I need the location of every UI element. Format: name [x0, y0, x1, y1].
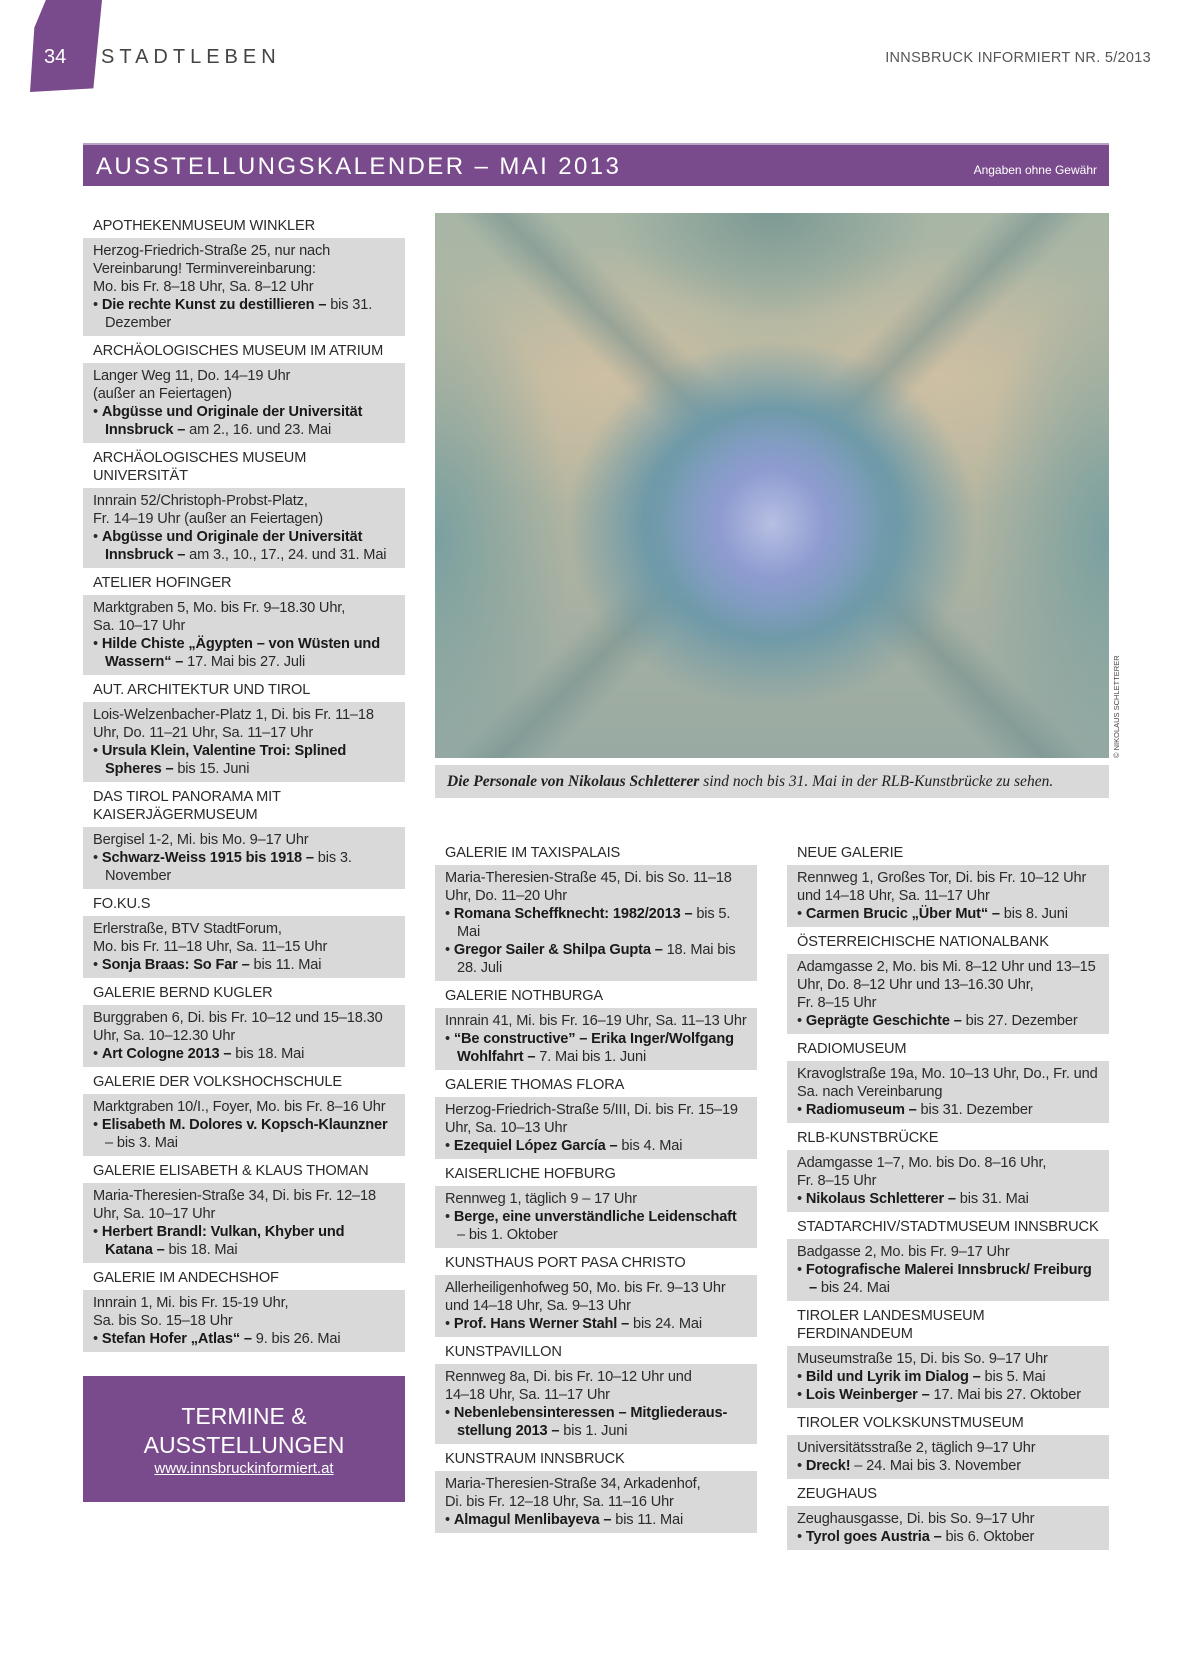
venue-title: GALERIE ELISABETH & KLAUS THOMAN: [93, 1163, 369, 1179]
venue-details: [83, 1290, 405, 1352]
venue-info: Kravoglstraße 19a, Mo. 10–13 Uhr, Do., Fr. und Sa. nach Vereinbarung: [797, 1066, 1098, 1100]
exhibition-item: • Prof. Hans Werner Stahl – bis 24. Mai: [445, 1316, 702, 1332]
venue-details: [83, 238, 405, 336]
exhibition-title: Tyrol goes Austria –: [805, 1529, 942, 1545]
artwork-image: [435, 213, 1109, 758]
venue-info: Marktgraben 10/I., Foyer, Mo. bis Fr. 8–16 Uhr: [93, 1099, 386, 1115]
venue-details: [83, 1005, 405, 1067]
exhibition-dates: bis 27. Dezember: [961, 1013, 1078, 1029]
venue-title: KUNSTHAUS PORT PASA CHRISTO: [445, 1255, 686, 1271]
venue-title: GALERIE IM TAXISPALAIS: [445, 845, 621, 861]
venue-details: [83, 1183, 405, 1263]
exhibition-item: • Almagul Menlibayeva – bis 11. Mai: [445, 1512, 684, 1528]
calendar-banner: [83, 143, 1109, 186]
column-middle: [435, 840, 757, 1535]
venue-info: Erlerstraße, BTV StadtForum,: [93, 921, 282, 937]
exhibition-title: Abgüsse und Originale der Universität Innsbruck –: [101, 404, 363, 438]
venue-info: Mo. bis Fr. 11–18 Uhr, Sa. 11–15 Uhr: [93, 939, 328, 955]
exhibition-title: Elisabeth M. Dolores v. Kopsch-Klaunzner: [101, 1117, 388, 1133]
exhibition-item: • Art Cologne 2013 – bis 18. Mai: [93, 1046, 305, 1062]
venue-title: ZEUGHAUS: [797, 1486, 877, 1502]
exhibition-title: Prof. Hans Werner Stahl –: [453, 1316, 630, 1332]
exhibition-item: • Geprägte Geschichte – bis 27. Dezember: [797, 1013, 1078, 1029]
venue-info: Rennweg 8a, Di. bis Fr. 10–12 Uhr und: [445, 1369, 692, 1385]
exhibition-dates: bis 31. Dezember: [916, 1102, 1033, 1118]
venue-details: [787, 1150, 1109, 1212]
exhibition-item: • Berge, eine unverständliche Leidenschaft – bis 1. Oktober: [445, 1209, 737, 1243]
exhibition-dates: bis 11. Mai: [249, 957, 322, 973]
exhibition-title: Stefan Hofer „Atlas“ –: [101, 1331, 252, 1347]
exhibition-title: Abgüsse und Originale der Universität Innsbruck –: [101, 529, 363, 563]
venue-info: Fr. 8–15 Uhr: [797, 995, 877, 1011]
exhibition-item: • Dreck! – 24. Mai bis 3. November: [797, 1458, 1021, 1474]
exhibition-item: • Gregor Sailer & Shilpa Gupta – 18. Mai bis 28. Juli: [445, 942, 736, 976]
exhibition-dates: bis 1. Juni: [559, 1423, 628, 1439]
venue-details: [787, 1239, 1109, 1301]
venue-info: Sa. bis So. 15–18 Uhr: [93, 1313, 233, 1329]
venue-details: [787, 954, 1109, 1034]
column-left-entries: [83, 213, 405, 1352]
exhibition-dates: am 2., 16. und 23. Mai: [185, 422, 332, 438]
exhibition-dates: bis 24. Mai: [816, 1280, 890, 1296]
venue-info: Burggraben 6, Di. bis Fr. 10–12 und 15–18.30 Uhr, Sa. 10–12.30 Uhr: [93, 1010, 383, 1044]
exhibition-dates: 9. bis 26. Mai: [251, 1331, 341, 1347]
column-right: [787, 840, 1109, 1552]
venue-info: Herzog-Friedrich-Straße 25, nur nach Vereinbarung! Terminvereinbarung:: [93, 243, 331, 277]
promo-line-2: AUSSTELLUNGEN: [143, 1432, 345, 1458]
exhibition-dates: 18. Mai bis 28. Juli: [457, 942, 736, 976]
venue-title: TIROLER VOLKSKUNSTMUSEUM: [797, 1415, 1024, 1431]
venue-info: Badgasse 2, Mo. bis Fr. 9–17 Uhr: [797, 1244, 1010, 1260]
venue-details: [787, 865, 1109, 927]
exhibition-item: • Radiomuseum – bis 31. Dezember: [797, 1102, 1033, 1118]
venue-title: FO.KU.S: [93, 896, 151, 912]
venue-info: Di. bis Fr. 12–18 Uhr, Sa. 11–16 Uhr: [445, 1494, 674, 1510]
venue-info: Museumstraße 15, Di. bis So. 9–17 Uhr: [797, 1351, 1048, 1367]
venue-info: Rennweg 1, Großes Tor, Di. bis Fr. 10–12 Uhr und 14–18 Uhr, Sa. 11–17 Uhr: [797, 870, 1087, 904]
exhibition-dates: bis 15. Juni: [173, 761, 250, 777]
exhibition-title: Fotografische Malerei Innsbruck/ Freiburg –: [805, 1262, 1092, 1296]
exhibition-item: • Sonja Braas: So Far – bis 11. Mai: [93, 957, 322, 973]
venue-info: Bergisel 1-2, Mi. bis Mo. 9–17 Uhr: [93, 832, 309, 848]
venue-info: Innrain 52/Christoph-Probst-Platz,: [93, 493, 308, 509]
exhibition-title: Nebenlebensinteressen – Mitgliederaus-stellung 2013 –: [453, 1405, 728, 1439]
venue-info: Fr. 8–15 Uhr: [797, 1173, 877, 1189]
venue-title: GALERIE BERND KUGLER: [93, 985, 273, 1001]
venue-details: [83, 702, 405, 782]
venue-details: [83, 916, 405, 978]
venue-title: ARCHÄOLOGISCHES MUSEUM UNIVERSITÄT: [93, 450, 307, 484]
venue-title: NEUE GALERIE: [797, 845, 904, 861]
venue-title: RADIOMUSEUM: [797, 1041, 907, 1057]
venue-details: [435, 1008, 757, 1070]
venue-title: DAS TIROL PANORAMA MIT KAISERJÄGERMUSEUM: [93, 789, 281, 823]
exhibition-item: • Fotografische Malerei Innsbruck/ Freiburg – bis 24. Mai: [797, 1262, 1092, 1296]
venue-info: Lois-Welzenbacher-Platz 1, Di. bis Fr. 11–18 Uhr, Do. 11–21 Uhr, Sa. 11–17 Uhr: [93, 707, 374, 741]
exhibition-dates: – bis 1. Oktober: [457, 1227, 558, 1243]
section-title: STADTLEBEN: [101, 46, 281, 68]
venue-info: Universitätsstraße 2, täglich 9–17 Uhr: [797, 1440, 1036, 1456]
exhibition-item: • Schwarz-Weiss 1915 bis 1918 – bis 3. November: [93, 850, 352, 884]
exhibition-item: • Hilde Chiste „Ägypten – von Wüsten und Wassern“ – 17. Mai bis 27. Juli: [93, 636, 380, 670]
venue-title: KUNSTPAVILLON: [445, 1344, 562, 1360]
venue-title: AUT. ARCHITEKTUR UND TIROL: [93, 682, 311, 698]
venue-title: GALERIE IM ANDECHSHOF: [93, 1270, 279, 1286]
venue-info: 14–18 Uhr, Sa. 11–17 Uhr: [445, 1387, 610, 1403]
promo-box: [83, 1376, 405, 1502]
exhibition-dates: 17. Mai bis 27. Juli: [183, 654, 306, 670]
venue-title: STADTARCHIV/STADTMUSEUM INNSBRUCK: [797, 1219, 1099, 1235]
venue-details: [787, 1506, 1109, 1550]
exhibition-title: Lois Weinberger –: [805, 1387, 930, 1403]
venue-details: [83, 1094, 405, 1156]
venue-details: [787, 1346, 1109, 1408]
venue-info: Allerheiligenhofweg 50, Mo. bis Fr. 9–13 Uhr und 14–18 Uhr, Sa. 9–13 Uhr: [445, 1280, 726, 1314]
exhibition-item: • Bild und Lyrik im Dialog – bis 5. Mai: [797, 1369, 1046, 1385]
venue-title: ÖSTERREICHISCHE NATIONALBANK: [797, 934, 1049, 950]
page-number: 34: [44, 46, 67, 68]
exhibition-item: • Die rechte Kunst zu destillieren – bis 31. Dezember: [93, 297, 373, 331]
venue-info: Maria-Theresien-Straße 34, Arkadenhof,: [445, 1476, 701, 1492]
venue-info: Innrain 1, Mi. bis Fr. 15-19 Uhr,: [93, 1295, 289, 1311]
venue-info: Innrain 41, Mi. bis Fr. 16–19 Uhr, Sa. 11–13 Uhr: [445, 1013, 747, 1029]
exhibition-item: • Elisabeth M. Dolores v. Kopsch-Klaunzner – bis 3. Mai: [93, 1117, 388, 1151]
exhibition-dates: bis 31. Mai: [955, 1191, 1029, 1207]
venue-title: ATELIER HOFINGER: [93, 575, 232, 591]
exhibition-item: • Abgüsse und Originale der Universität Innsbruck – am 3., 10., 17., 24. und 31. Mai: [93, 529, 387, 563]
exhibition-title: Ursula Klein, Valentine Troi: Splined Spheres –: [101, 743, 347, 777]
caption-bold: Die Personale von Nikolaus Schletterer: [447, 773, 700, 790]
exhibition-item: • Stefan Hofer „Atlas“ – 9. bis 26. Mai: [93, 1331, 341, 1347]
venue-title: APOTHEKENMUSEUM WINKLER: [93, 218, 315, 234]
exhibition-title: Carmen Brucic „Über Mut“ –: [805, 906, 1000, 922]
exhibition-item: • “Be constructive” – Erika Inger/Wolfgang Wohlfahrt – 7. Mai bis 1. Juni: [445, 1031, 734, 1065]
exhibition-dates: bis 8. Juni: [999, 906, 1068, 922]
venue-details: [83, 827, 405, 889]
column-left: [83, 213, 405, 1502]
venue-details: [435, 1275, 757, 1337]
venue-details: [435, 1186, 757, 1248]
exhibition-title: “Be constructive” – Erika Inger/Wolfgang Wohlfahrt –: [453, 1031, 734, 1065]
venue-info: Maria-Theresien-Straße 34, Di. bis Fr. 12–18 Uhr, Sa. 10–17 Uhr: [93, 1188, 376, 1222]
venue-info: Langer Weg 11, Do. 14–19 Uhr: [93, 368, 291, 384]
venue-title: KAISERLICHE HOFBURG: [445, 1166, 616, 1182]
exhibition-item: • Carmen Brucic „Über Mut“ – bis 8. Juni: [797, 906, 1068, 922]
exhibition-title: Schwarz-Weiss 1915 bis 1918 –: [101, 850, 314, 866]
venue-title: RLB-KUNSTBRÜCKE: [797, 1130, 939, 1146]
exhibition-title: Sonja Braas: So Far –: [101, 957, 250, 973]
photo-credit: © NIKOLAUS SCHLETTERER: [1112, 655, 1121, 758]
exhibition-title: Ezequiel López García –: [453, 1138, 618, 1154]
venue-details: [83, 488, 405, 568]
exhibition-title: Romana Scheffknecht: 1982/2013 –: [453, 906, 693, 922]
venue-details: [787, 1061, 1109, 1123]
venue-details: [435, 1364, 757, 1444]
exhibition-item: • Abgüsse und Originale der Universität Innsbruck – am 2., 16. und 23. Mai: [93, 404, 363, 438]
venue-info: Fr. 14–19 Uhr (außer an Feiertagen): [93, 511, 323, 527]
exhibition-dates: – bis 3. Mai: [105, 1135, 178, 1151]
venue-details: [787, 1435, 1109, 1479]
exhibition-item: • Nikolaus Schletterer – bis 31. Mai: [797, 1191, 1029, 1207]
exhibition-title: Herbert Brandl: Vulkan, Khyber und Katana –: [101, 1224, 345, 1258]
exhibition-title: Die rechte Kunst zu destillieren –: [101, 297, 327, 313]
caption-rest: sind noch bis 31. Mai in der RLB-Kunstbrücke zu sehen.: [699, 773, 1054, 790]
exhibition-dates: bis 5. Mai: [980, 1369, 1046, 1385]
exhibition-title: Berge, eine unverständliche Leidenschaft: [453, 1209, 737, 1225]
exhibition-title: Hilde Chiste „Ägypten – von Wüsten und Wassern“ –: [101, 636, 380, 670]
exhibition-dates: bis 31. Dezember: [105, 297, 373, 331]
exhibition-dates: bis 4. Mai: [617, 1138, 683, 1154]
venue-title: GALERIE NOTHBURGA: [445, 988, 604, 1004]
venue-details: [435, 1097, 757, 1159]
exhibition-title: Nikolaus Schletterer –: [805, 1191, 956, 1207]
venue-title: TIROLER LANDESMUSEUM FERDINANDEUM: [797, 1308, 985, 1342]
venue-details: [435, 1471, 757, 1533]
venue-info: Herzog-Friedrich-Straße 5/III, Di. bis Fr. 15–19 Uhr, Sa. 10–13 Uhr: [445, 1102, 738, 1136]
venue-title: ARCHÄOLOGISCHES MUSEUM IM ATRIUM: [93, 343, 384, 359]
venue-details: [83, 363, 405, 443]
exhibition-title: Almagul Menlibayeva –: [453, 1512, 612, 1528]
exhibition-title: Gregor Sailer & Shilpa Gupta –: [453, 942, 663, 958]
venue-info: Marktgraben 5, Mo. bis Fr. 9–18.30 Uhr,: [93, 600, 346, 616]
exhibition-dates: bis 3. November: [105, 850, 352, 884]
exhibition-dates: 17. Mai bis 27. Oktober: [929, 1387, 1081, 1403]
disclaimer: Angaben ohne Gewähr: [973, 163, 1097, 177]
venue-info: Rennweg 1, täglich 9 – 17 Uhr: [445, 1191, 637, 1207]
venue-info: Maria-Theresien-Straße 45, Di. bis So. 11–18 Uhr, Do. 11–20 Uhr: [445, 870, 732, 904]
venue-details: [435, 865, 757, 981]
exhibition-title: Dreck!: [805, 1458, 851, 1474]
exhibition-dates: bis 11. Mai: [611, 1512, 684, 1528]
exhibition-dates: am 3., 10., 17., 24. und 31. Mai: [185, 547, 387, 563]
exhibition-item: • Tyrol goes Austria – bis 6. Oktober: [797, 1529, 1035, 1545]
exhibition-title: Radiomuseum –: [805, 1102, 917, 1118]
exhibition-dates: 7. Mai bis 1. Juni: [535, 1049, 647, 1065]
venue-info: Zeughausgasse, Di. bis So. 9–17 Uhr: [797, 1511, 1035, 1527]
venue-title: KUNSTRAUM INNSBRUCK: [445, 1451, 625, 1467]
image-caption: [435, 765, 1109, 798]
venue-title: GALERIE DER VOLKSHOCHSCHULE: [93, 1074, 342, 1090]
website-link[interactable]: www.innsbruckinformiert.at: [154, 1460, 334, 1477]
exhibition-dates: bis 6. Oktober: [941, 1529, 1035, 1545]
promo-line-1: TERMINE &: [181, 1403, 307, 1429]
exhibition-dates: – 24. Mai bis 3. November: [850, 1458, 1021, 1474]
exhibition-item: • Nebenlebensinteressen – Mitgliederaus-stellung 2013 – bis 1. Juni: [445, 1405, 728, 1439]
page-title: AUSSTELLUNGSKALENDER – MAI 2013: [96, 153, 622, 180]
magazine-issue: INNSBRUCK INFORMIERT NR. 5/2013: [885, 50, 1151, 66]
venue-info: Adamgasse 1–7, Mo. bis Do. 8–16 Uhr,: [797, 1155, 1047, 1171]
exhibition-dates: bis 18. Mai: [164, 1242, 238, 1258]
venue-title: GALERIE THOMAS FLORA: [445, 1077, 625, 1093]
exhibition-title: Geprägte Geschichte –: [805, 1013, 962, 1029]
exhibition-item: • Romana Scheffknecht: 1982/2013 – bis 5. Mai: [445, 906, 731, 940]
exhibition-title: Bild und Lyrik im Dialog –: [805, 1369, 981, 1385]
venue-info: Adamgasse 2, Mo. bis Mi. 8–12 Uhr und 13–15 Uhr, Do. 8–12 Uhr und 13–16.30 Uhr,: [797, 959, 1096, 993]
exhibition-item: • Herbert Brandl: Vulkan, Khyber und Katana – bis 18. Mai: [93, 1224, 345, 1258]
exhibition-item: • Ezequiel López García – bis 4. Mai: [445, 1138, 683, 1154]
exhibition-title: Art Cologne 2013 –: [101, 1046, 232, 1062]
exhibition-dates: bis 18. Mai: [231, 1046, 305, 1062]
venue-info: Mo. bis Fr. 8–18 Uhr, Sa. 8–12 Uhr: [93, 279, 314, 295]
exhibition-dates: bis 5. Mai: [457, 906, 731, 940]
exhibition-item: • Ursula Klein, Valentine Troi: Splined Spheres – bis 15. Juni: [93, 743, 347, 777]
venue-details: [83, 595, 405, 675]
exhibition-dates: bis 24. Mai: [629, 1316, 702, 1332]
venue-info: (außer an Feiertagen): [93, 386, 232, 402]
venue-info: Sa. 10–17 Uhr: [93, 618, 186, 634]
exhibition-item: • Lois Weinberger – 17. Mai bis 27. Oktober: [797, 1387, 1081, 1403]
